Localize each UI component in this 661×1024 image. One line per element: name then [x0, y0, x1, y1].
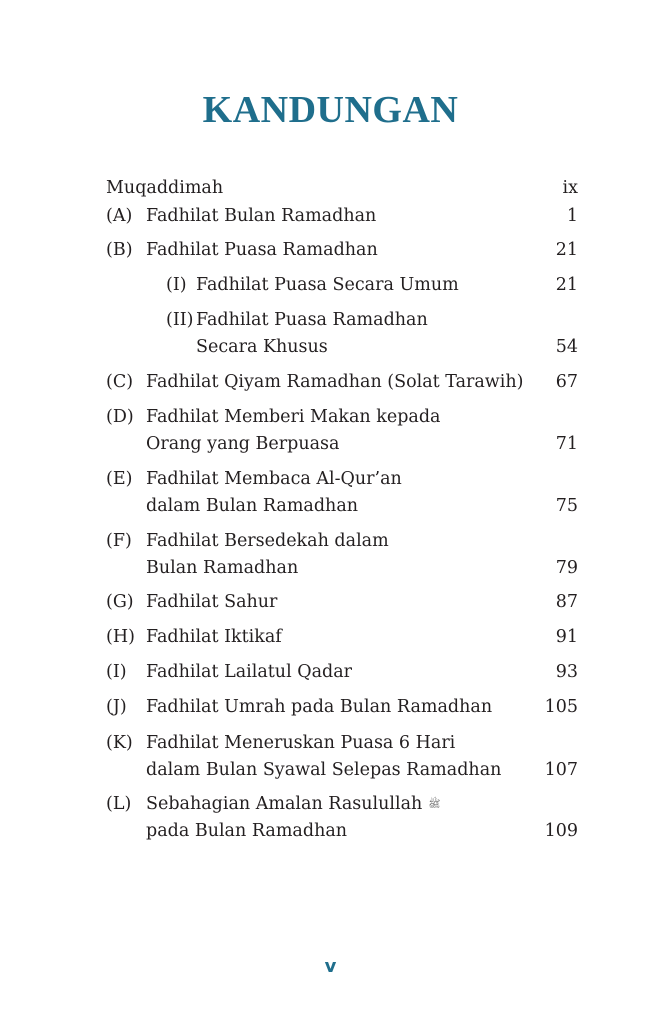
toc-page-number: 75	[555, 496, 578, 516]
toc-entry-label: (I)	[166, 275, 187, 295]
toc-entry-text: Fadhilat Bersedekah dalam	[146, 531, 389, 551]
toc-page-number: 1	[566, 206, 578, 226]
toc-entry-label: (D)	[106, 407, 134, 427]
toc-page-number: ix	[562, 178, 578, 198]
toc-entry-text-line1: Sebahagian Amalan Rasulullah	[146, 794, 423, 814]
toc-entry-label: (I)	[106, 662, 127, 682]
toc-page-number: 107	[544, 760, 578, 780]
toc-page-number: 67	[555, 372, 578, 392]
toc-page-number: 54	[555, 337, 578, 357]
toc-entry-text: Muqaddimah	[106, 178, 224, 198]
toc-entry-label: (F)	[106, 531, 132, 551]
toc-entry-text: Fadhilat Memberi Makan kepada	[146, 407, 441, 427]
toc-entry-text: Fadhilat Puasa Secara Umum	[196, 275, 459, 295]
toc-entry-label: (K)	[106, 733, 133, 753]
toc-entry-text: Fadhilat Bulan Ramadhan	[146, 206, 377, 226]
toc-page-number: 91	[555, 627, 578, 647]
toc-entry-text-line2: Secara Khusus	[196, 337, 328, 357]
toc-entry-label: (G)	[106, 592, 134, 612]
toc-page-number: 87	[555, 592, 578, 612]
toc-page-number: 79	[555, 558, 578, 578]
toc-entry-text: Fadhilat Puasa Ramadhan	[146, 240, 378, 260]
honorific-glyph: ﷺ	[428, 799, 441, 810]
toc-entry-label: (II)	[166, 310, 194, 330]
toc-entry-label: (A)	[106, 206, 133, 226]
toc-entry-label: (H)	[106, 627, 135, 647]
toc-page-number: 21	[555, 240, 578, 260]
toc-page-number: 71	[555, 434, 578, 454]
toc-page-number: 105	[544, 697, 578, 717]
page-folio: v	[324, 956, 337, 977]
toc-page-number: 93	[555, 662, 578, 682]
toc-entry-text: Fadhilat Qiyam Ramadhan (Solat Tarawih)	[146, 372, 524, 392]
page-title: KANDUNGAN	[202, 89, 459, 131]
toc-entry-text-line2: Bulan Ramadhan	[146, 558, 299, 578]
toc-entry-text-line2: Orang yang Berpuasa	[146, 434, 340, 454]
toc-entry-text	[146, 791, 440, 818]
toc-entry-text: Fadhilat Iktikaf	[146, 627, 282, 647]
toc-entry-text-line2: dalam Bulan Ramadhan	[146, 496, 359, 516]
toc-entry-text-line2: dalam Bulan Syawal Selepas Ramadhan	[146, 760, 502, 780]
toc-entry-label: (E)	[106, 469, 133, 489]
toc-entry-text: Fadhilat Lailatul Qadar	[146, 662, 353, 682]
toc-page-number: 21	[555, 275, 578, 295]
toc-entry-text-line2: pada Bulan Ramadhan	[146, 821, 348, 841]
toc-entry-label: (L)	[106, 794, 132, 814]
toc-entry-label: (B)	[106, 240, 133, 260]
toc-entry-label: (C)	[106, 372, 134, 392]
toc-page-number: 109	[544, 821, 578, 841]
toc-entry-text: Fadhilat Puasa Ramadhan	[196, 310, 428, 330]
toc-entry-text: Fadhilat Meneruskan Puasa 6 Hari	[146, 733, 456, 753]
toc-entry-label: (J)	[106, 697, 127, 717]
toc-entry-text: Fadhilat Sahur	[146, 592, 278, 612]
toc-entry-text: Fadhilat Membaca Al-Qur’an	[146, 469, 402, 489]
toc-entry-text: Fadhilat Umrah pada Bulan Ramadhan	[146, 697, 493, 717]
